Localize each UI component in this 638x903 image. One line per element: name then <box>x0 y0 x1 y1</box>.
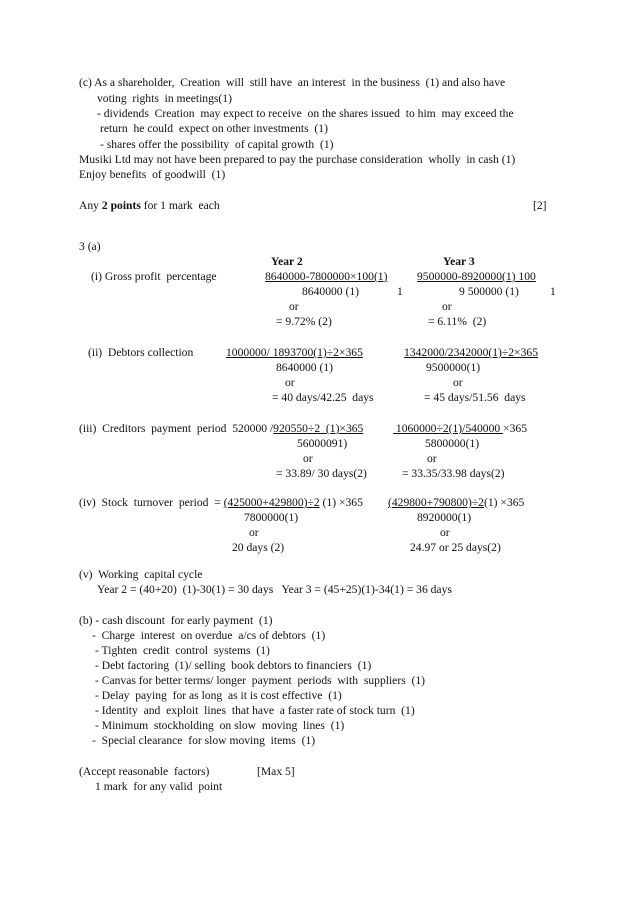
creditors-y2-result: = 33.89/ 30 days(2) <box>276 467 367 480</box>
year-2-heading: Year 2 <box>271 255 303 268</box>
debtors-y3-denominator: 9500000(1) <box>426 361 481 374</box>
part-c-line-5: - shares offer the possibility of capital growth (1) <box>100 138 334 151</box>
part-b-item-2: - Charge interest on overdue a/cs of debtors (1) <box>92 629 326 642</box>
creditors-y2-denominator: 56000091) <box>297 437 348 450</box>
stock-y3-numerator: (429800+790800)÷2 <box>388 496 484 509</box>
stock-y3-or: or <box>440 526 450 539</box>
gross-profit-y2-result: = 9.72% (2) <box>276 315 332 328</box>
any-points-line <box>79 199 220 213</box>
debtors-y3-result: = 45 days/51.56 days <box>424 391 526 404</box>
gross-profit-y3-denominator: 9 500000 (1) <box>459 285 519 298</box>
part-c-line-4: return he could expect on other investments (1) <box>100 122 328 135</box>
creditors-y3-denominator: 5800000(1) <box>425 437 480 450</box>
max-marks: [Max 5] <box>257 765 295 778</box>
stock-y2-multiplier: (1) ×365 <box>319 496 363 509</box>
gross-profit-y3-result: = 6.11% (2) <box>428 315 487 328</box>
gross-profit-y2-one: 1 <box>397 285 403 298</box>
stock-y3-denominator: 8920000(1) <box>417 511 472 524</box>
debtors-y3-or: or <box>453 376 463 389</box>
gross-profit-y3-numerator: 9500000-8920000(1) 100 <box>417 270 536 283</box>
creditors-y3-line <box>393 422 527 436</box>
accept-factors-note: (Accept reasonable factors) <box>79 765 210 778</box>
creditors-y3-multiplier: ×365 <box>503 422 527 435</box>
part-b-item-4: - Debt factoring (1)/ selling book debtors to financiers (1) <box>95 659 372 672</box>
part-c-line-1: (c) As a shareholder, Creation will still have an interest in the business (1) and also have <box>79 76 506 89</box>
creditors-payment-line <box>79 422 363 436</box>
debtors-y2-or: or <box>285 376 295 389</box>
part-c-line-7: Enjoy benefits of goodwill (1) <box>79 168 226 181</box>
working-capital-label: (v) Working capital cycle <box>79 568 203 581</box>
stock-y2-numerator: (425000+429800)÷2 <box>223 496 320 509</box>
stock-y2-or: or <box>249 526 259 539</box>
any-points-bold: 2 points <box>101 199 141 212</box>
creditors-y2-or: or <box>303 452 313 465</box>
question-3a-label: 3 (a) <box>79 240 101 253</box>
part-b-item-5: - Canvas for better terms/ longer payment periods with suppliers (1) <box>95 674 426 687</box>
creditors-y2-numerator: 920550÷2 (1)×365 <box>273 422 364 435</box>
part-b-item-6: - Delay paying for as long as it is cost effective (1) <box>95 689 342 702</box>
stock-y2-denominator: 7800000(1) <box>244 511 299 524</box>
any-points-suffix: for 1 mark each <box>140 199 220 212</box>
any-points-prefix: Any <box>79 199 102 212</box>
gross-profit-y2-numerator: 8640000-7800000×100(1) <box>265 270 388 283</box>
debtors-y3-numerator: 1342000/2342000(1)÷2×365 <box>404 346 538 359</box>
creditors-y3-or: or <box>427 452 437 465</box>
part-b-item-1: (b) - cash discount for early payment (1) <box>79 614 273 627</box>
gross-profit-y2-or: or <box>289 300 299 313</box>
year-3-heading: Year 3 <box>443 255 475 268</box>
part-c-line-2: voting rights in meetings(1) <box>97 92 232 105</box>
creditors-y3-result: = 33.35/33.98 days(2) <box>402 467 505 480</box>
gross-profit-y3-one: 1 <box>550 285 556 298</box>
part-c-line-6: Musiki Ltd may not have been prepared to pay the purchase consideration wholly in cash (1) <box>79 153 516 166</box>
gross-profit-label: (i) Gross profit percentage <box>91 270 217 283</box>
stock-turnover-label: (iv) Stock turnover period = <box>79 496 224 509</box>
stock-turnover-line <box>79 496 363 510</box>
part-b-item-9: - Special clearance for slow moving items (1) <box>92 734 316 747</box>
gross-profit-y2-denominator: 8640000 (1) <box>302 285 359 298</box>
part-b-item-7: - Identity and exploit lines that have a faster rate of stock turn (1) <box>95 704 415 717</box>
part-c-line-3: - dividends Creation may expect to receive on the shares issued to him may exceed the <box>97 107 514 120</box>
mark-note: 1 mark for any valid point <box>95 780 223 793</box>
debtors-collection-label: (ii) Debtors collection <box>88 346 194 359</box>
stock-y3-multiplier: (1) ×365 <box>483 496 525 509</box>
creditors-payment-label: (iii) Creditors payment period 520000 / <box>79 422 274 435</box>
stock-y3-result: 24.97 or 25 days(2) <box>410 541 501 554</box>
debtors-y2-result: = 40 days/42.25 days <box>272 391 374 404</box>
gross-profit-y3-or: or <box>442 300 452 313</box>
stock-y3-line <box>388 496 524 510</box>
part-b-item-8: - Minimum stockholding on slow moving lines (1) <box>95 719 345 732</box>
creditors-y3-numerator: 1060000÷2(1)/540000 <box>393 422 504 435</box>
debtors-y2-numerator: 1000000/ 1893700(1)÷2×365 <box>226 346 363 359</box>
working-capital-calc: Year 2 = (40+20) (1)-30(1) = 30 days Year 3 = (45+25)(1)-34(1) = 36 days <box>97 583 452 596</box>
debtors-y2-denominator: 8640000 (1) <box>276 361 333 374</box>
stock-y2-result: 20 days (2) <box>232 541 285 554</box>
part-b-item-3: - Tighten credit control systems (1) <box>95 644 270 657</box>
any-points-marks: [2] <box>533 199 547 212</box>
